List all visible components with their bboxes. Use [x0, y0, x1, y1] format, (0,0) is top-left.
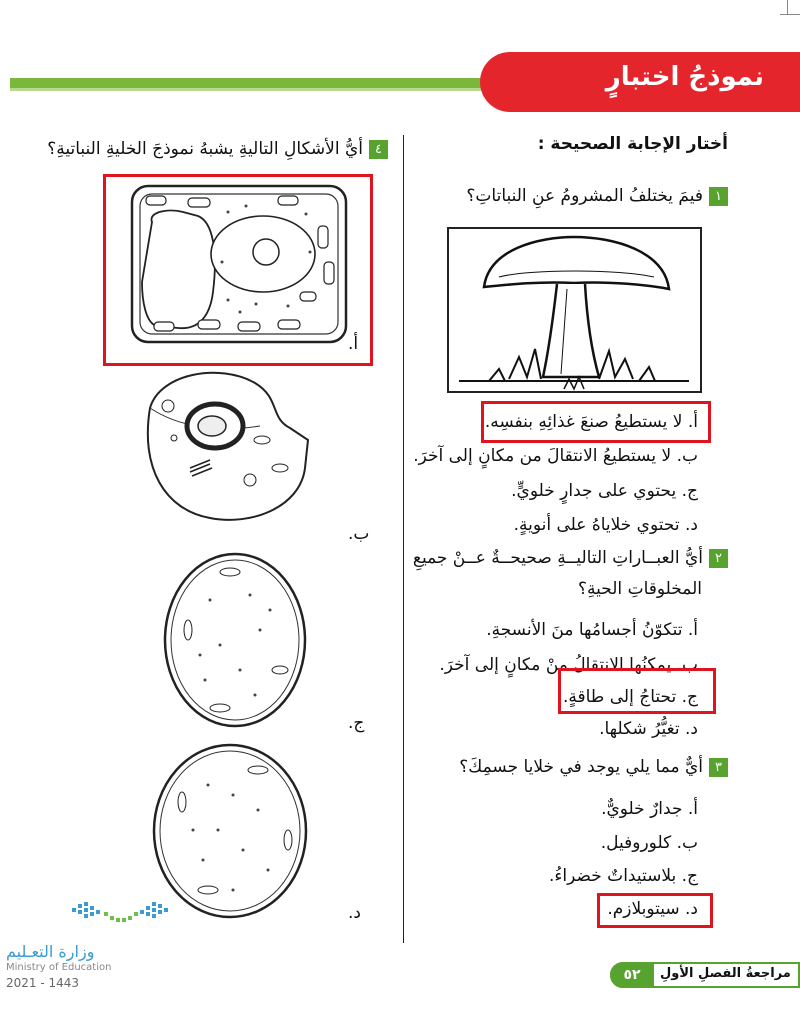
q2-option-d[interactable]: د. تغيُّرُ شكلها. [599, 719, 698, 739]
plant-cell-figure[interactable] [128, 182, 350, 347]
column-divider [403, 135, 404, 943]
ministry-logo-icon [70, 898, 170, 930]
footer-chapter-title: مراجعةُ الفصلِ الأولِ [660, 966, 791, 981]
mushroom-figure [447, 227, 702, 393]
question-number-badge: ١ [709, 187, 728, 206]
q4-option-c-label[interactable]: ج. [348, 713, 365, 733]
q4-option-b-label[interactable]: ب. [348, 524, 370, 544]
q1-option-d[interactable]: د. تحتوي خلاياهُ على أنويةٍ. [513, 515, 698, 535]
q2-option-b[interactable]: ب. يمكنُها الانتقالُ منْ مكانٍ إلى آخرَ. [439, 655, 698, 675]
q3-option-b[interactable]: ب. كلوروفيل. [600, 833, 698, 853]
question-1 [466, 186, 728, 206]
q4-option-d-label[interactable]: د. [348, 903, 361, 923]
ministry-name-arabic: وزارة التعـليم [6, 942, 95, 961]
question-number-badge: ٤ [369, 140, 388, 159]
q3-option-a[interactable]: أ. جدارٌ خلويٌّ. [601, 799, 698, 819]
correct-answer-highlight [558, 668, 716, 714]
ministry-year: 2021 - 1443 [6, 976, 80, 990]
question-text: أيُّ الأشكالِ التاليةِ يشبهُ نموذجَ الخليةِ النباتيةِ؟ [47, 139, 363, 159]
question-4 [47, 139, 388, 159]
correct-answer-highlight [597, 893, 713, 928]
mushroom-illustration [449, 229, 700, 391]
q2-option-a[interactable]: أ. تتكوّنُ أجسامُها منَ الأنسجةِ. [486, 620, 698, 640]
question-text: أيٌّ مما يلي يوجد في خلايا جسمِكَ؟ [459, 757, 703, 777]
q4-option-a-label[interactable]: أ. [348, 334, 359, 354]
animal-cell-oval-figure[interactable] [160, 550, 310, 730]
q3-option-d[interactable]: د. سيتوبلازم. [607, 899, 698, 919]
question-number-badge: ٣ [709, 758, 728, 777]
correct-answer-highlight [481, 401, 711, 443]
crop-mark [780, 14, 800, 15]
q3-option-c[interactable]: ج. بلاستيداتٌ خضراءُ. [549, 866, 698, 886]
question-text: أيُّ العبــاراتِ التاليــةِ صحيحــةٌ عــنْ جميعِ [412, 548, 703, 568]
header-green-bar [10, 78, 515, 88]
animal-cell-3d-figure[interactable] [140, 368, 310, 528]
crop-mark [787, 0, 788, 14]
q1-option-b[interactable]: ب. لا يستطيعُ الانتقالَ من مكانٍ إلى آخرَ. [413, 446, 698, 466]
q2-option-c[interactable]: ج. تحتاجُ إلى طاقةٍ. [562, 687, 698, 707]
page-number: ٥٢ [610, 962, 654, 988]
page-title: نموذجُ اختبارٍ [605, 62, 764, 92]
ministry-name-english: Ministry of Education [6, 962, 112, 973]
header-green-bar-shadow [10, 88, 515, 91]
question-3 [459, 757, 728, 777]
question-2 [413, 548, 728, 568]
question-2-line2: المخلوقاتِ الحيةِ؟ [578, 579, 702, 599]
question-text: فيمَ يختلفُ المشرومُ عنِ النباتاتِ؟ [466, 186, 703, 206]
instruction-heading: أختار الإجابة الصحيحة : [537, 134, 728, 154]
question-number-badge: ٢ [709, 549, 728, 568]
q1-option-c[interactable]: ج. يحتوي على جدارٍ خلويٍّ. [511, 481, 698, 501]
q1-option-a[interactable]: أ. لا يستطيعُ صنعَ غذائِهِ بنفسِه. [484, 412, 698, 432]
animal-cell-oval-figure-2[interactable] [148, 740, 313, 922]
